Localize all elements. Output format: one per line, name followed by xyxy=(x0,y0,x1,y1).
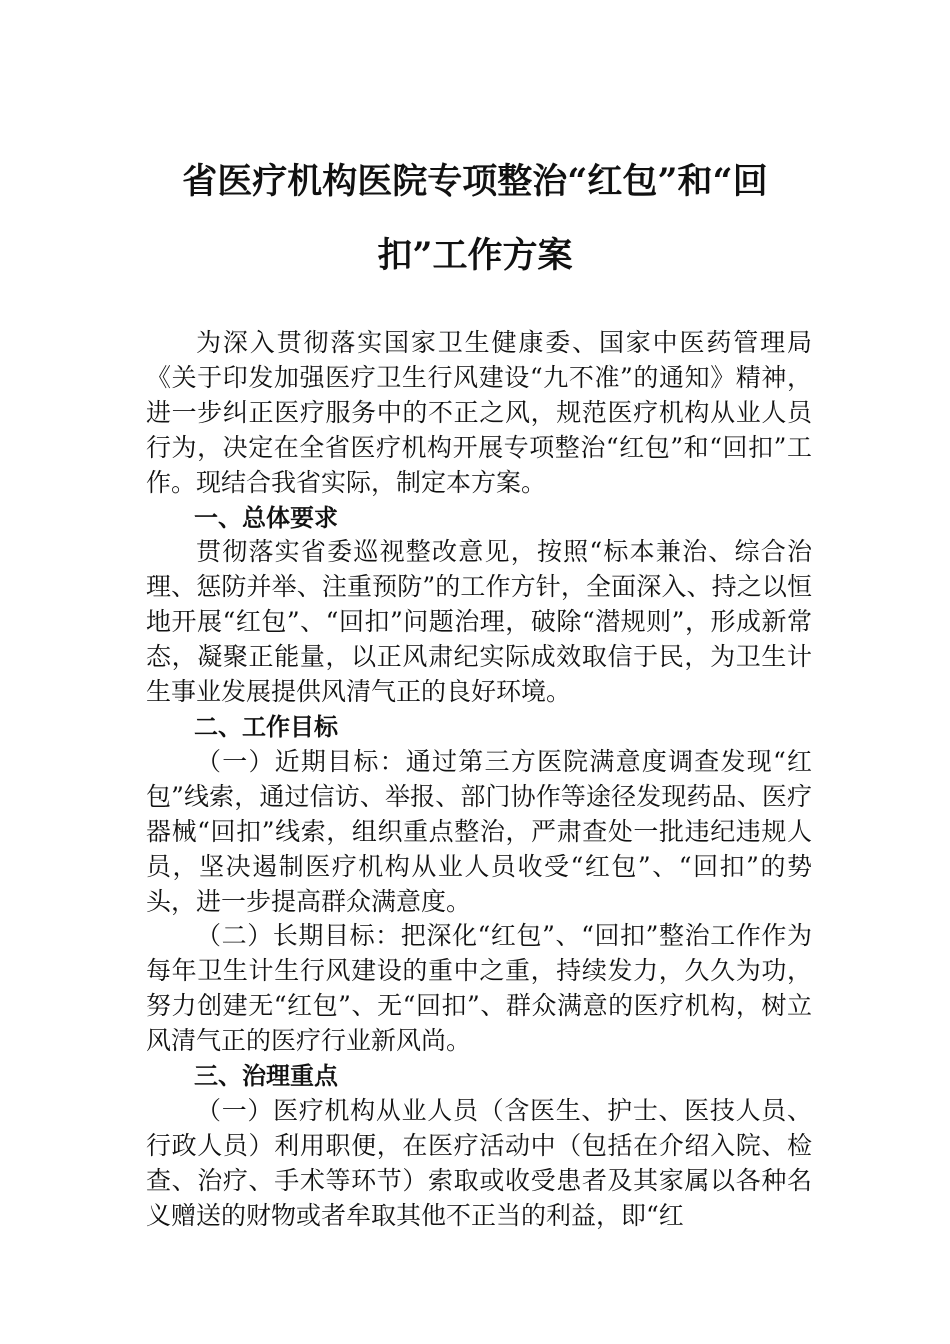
section-2-heading: 二、工作目标 xyxy=(194,712,338,741)
section-1-paragraph: 贯彻落实省委巡视整改意见，按照“标本兼治、综合治理、惩防并举、注重预防”的工作方针，全面深入、持之以恒地开展“红包”、“回扣”问题治理，破除“潜规则”，形成新常态，凝聚正能量，以正风肃纪实际成效取信于民，为卫生计生事业发展提供风清气正的良好环境。 xyxy=(146,537,812,707)
section-2-item-2: （二）长期目标：把深化“红包”、“回扣”整治工作作为每年卫生计生行风建设的重中之重，持续发力，久久为功，努力创建无“红包”、无“回扣”、群众满意的医疗机构，树立风清气正的医疗行业新风尚。 xyxy=(146,921,812,1056)
section-3-item-1: （一）医疗机构从业人员（含医生、护士、医技人员、行政人员）利用职便，在医疗活动中（包括在介绍入院、检查、治疗、手术等环节）索取或收受患者及其家属以各种名义赠送的财物或者牟取其他不正当的利益，即“红 xyxy=(146,1095,812,1230)
document-title-line-2: 扣”工作方案 xyxy=(377,235,573,276)
document-body xyxy=(146,326,812,1234)
intro-paragraph: 为深入贯彻落实国家卫生健康委、国家中医药管理局《关于印发加强医疗卫生行风建设“九不准”的通知》精神，进一步纠正医疗服务中的不正之风，规范医疗机构从业人员行为，决定在全省医疗机构开展专项整治“红包”和“回扣”工作。现结合我省实际，制定本方案。 xyxy=(146,328,812,497)
section-2-item-1: （一）近期目标：通过第三方医院满意度调查发现“红包”线索，通过信访、举报、部门协作等途径发现药品、医疗器械“回扣”线索，组织重点整治，严肃查处一批违纪违规人员，坚决遏制医疗机构从业人员收受“红包”、“回扣”的势头，进一步提高群众满意度。 xyxy=(146,746,812,916)
section-3-heading: 三、治理重点 xyxy=(194,1062,338,1091)
section-1-heading: 一、总体要求 xyxy=(194,503,338,532)
document-title-line-1: 省医疗机构医院专项整治“红包”和“回 xyxy=(182,161,768,202)
